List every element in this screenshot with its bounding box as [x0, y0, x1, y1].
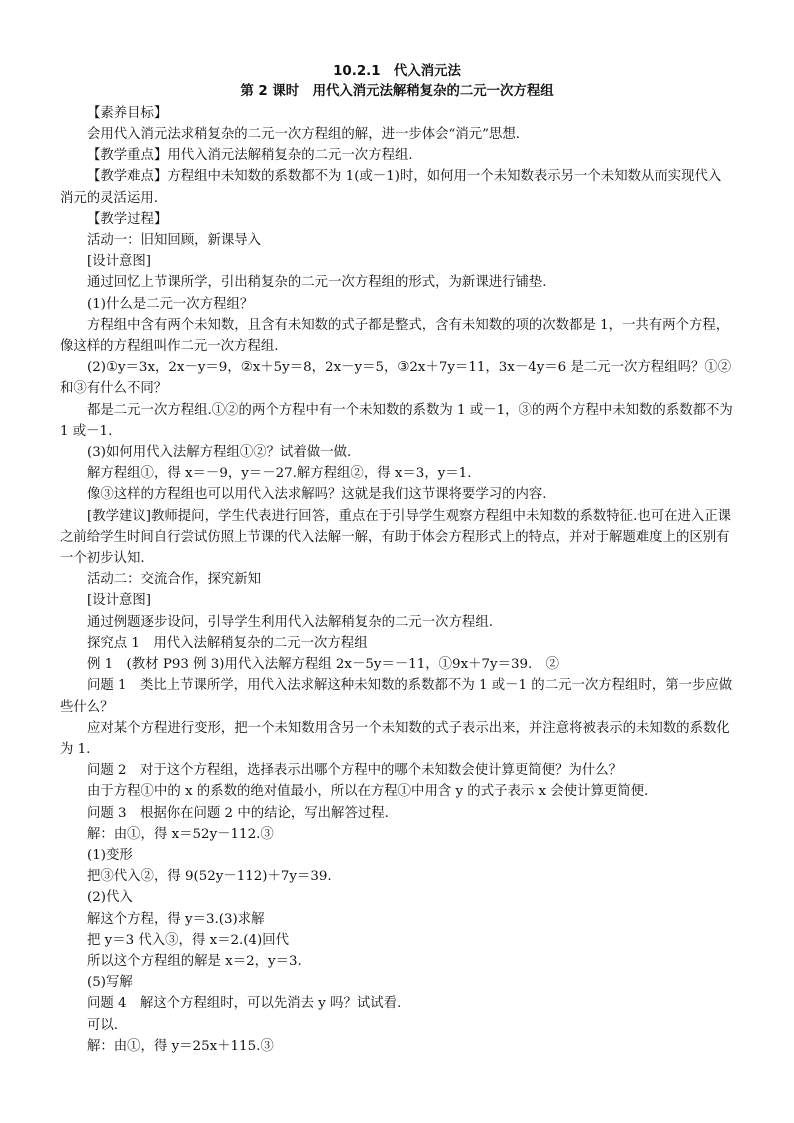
paragraph: 活动一：旧知回顾，新课导入 [87, 233, 262, 249]
paragraph: 解这个方程，得 y＝3.(3)求解 [87, 911, 265, 927]
paragraph: 把 y＝3 代入③，得 x＝2.(4)回代 [87, 932, 290, 948]
paragraph: 问题 1 类比上节课所学，用代入法求解这种未知数的系数都不为 1 或－1 的二元一次方程组时，第一步应做些什么？ [60, 678, 733, 715]
paragraph: 把③代入②，得 9(52y－112)＋7y＝39. [87, 869, 332, 885]
paragraph: 探究点 1 用代入法解稍复杂的二元一次方程组 [87, 635, 368, 651]
paragraph: 问题 3 根据你在问题 2 中的结论，写出解答过程. [87, 805, 389, 821]
paragraph: 解方程组①，得 x＝－9，y＝－27.解方程组②，得 x＝3，y＝1. [87, 466, 472, 482]
paragraph: 可以. [87, 1017, 119, 1033]
paragraph: 方程组中含有两个未知数，且含有未知数的式子都是整式，含有未知数的项的次数都是 1，一共有两个方程，像这样的方程组叫作二元一次方程组. [60, 317, 730, 355]
lesson-title: 第 2 课时 用代入消元法解稍复杂的二元一次方程组 [240, 84, 554, 100]
paragraph: (2)代入 [87, 890, 133, 906]
paragraph: (2)①y＝3x，2x－y＝9，②x＋5y＝8，2x－y＝5，③2x＋7y＝11，3x－4y＝6 是二元一次方程组吗？①②和③有什么不同？ [60, 360, 732, 397]
paragraph: 由于方程①中的 x 的系数的绝对值最小，所以在方程①中用含 y 的式子表示 x 会使计算更简便. [87, 784, 649, 800]
paragraph: 解：由①，得 x＝52y－112.③ [87, 826, 274, 842]
paragraph: 问题 2 对于这个方程组，选择表示出哪个方程中的哪个未知数会使计算更简便？为什么？ [87, 763, 623, 779]
paragraph: (1)什么是二元一次方程组？ [87, 296, 254, 312]
document-body [60, 103, 734, 1057]
paragraph: 问题 4 解这个方程组时，可以先消去 y 吗？试试看. [87, 996, 402, 1012]
paragraph: (1)变形 [87, 847, 133, 863]
paragraph: 应对某个方程进行变形，把一个未知数用含另一个未知数的式子表示出来，并注意将被表示的未知数的系数化为 1. [60, 720, 730, 757]
paragraph: 例 1 (教材 P93 例 3)用代入法解方程组 2x－5y＝－11，①9x＋7y＝39. ② [87, 657, 560, 673]
paragraph: (3)如何用代入法解方程组①②？试着做一做. [87, 445, 352, 461]
paragraph: 通过回忆上节课所学，引出稍复杂的二元一次方程组的形式，为新课进行铺垫. [87, 275, 547, 291]
paragraph: 都是二元一次方程组.①②的两个方程中有一个未知数的系数为 1 或－1，③的两个方程中未知数的系数都不为 1 或－1. [60, 402, 733, 439]
paragraph: [设计意图] [87, 254, 152, 270]
paragraph: 像③这样的方程组也可以用代入法求解吗？这就是我们这节课将要学习的内容. [87, 487, 547, 503]
paragraph: 活动二：交流合作，探究新知 [87, 572, 262, 588]
paragraph: 通过例题逐步设问，引导学生利用代入法解稍复杂的二元一次方程组. [87, 614, 493, 630]
paragraph: 所以这个方程组的解是 x＝2，y＝3. [87, 953, 302, 969]
paragraph: 【教学重点】用代入消元法解稍复杂的二元一次方程组. [87, 148, 413, 164]
paragraph: 【素养目标】 [87, 105, 168, 121]
paragraph: 解：由①，得 y＝25x＋115.③ [87, 1038, 274, 1054]
paragraph: 【教学难点】方程组中未知数的系数都不为 1(或－1)时，如何用一个未知数表示另一个未知数从而实现代入消元的灵活运用. [60, 169, 722, 206]
paragraph: [设计意图] [87, 593, 152, 609]
paragraph: [教学建议]教师提问，学生代表进行回答，重点在于引导学生观察方程组中未知数的系数特征.也可在进入正课之前给学生时间自行尝试仿照上节课的代入法解一解，有助于体会方程形式上的特点，并对于解题难度上的区别有一个初步认知. [60, 508, 732, 567]
paragraph: 会用代入消元法求稍复杂的二元一次方程组的解，进一步体会“消元”思想. [87, 127, 521, 143]
document-page [60, 62, 734, 1057]
paragraph: (5)写解 [87, 975, 133, 991]
paragraph: 【教学过程】 [87, 211, 168, 227]
section-title: 10.2.1 代入消元法 [333, 64, 461, 79]
